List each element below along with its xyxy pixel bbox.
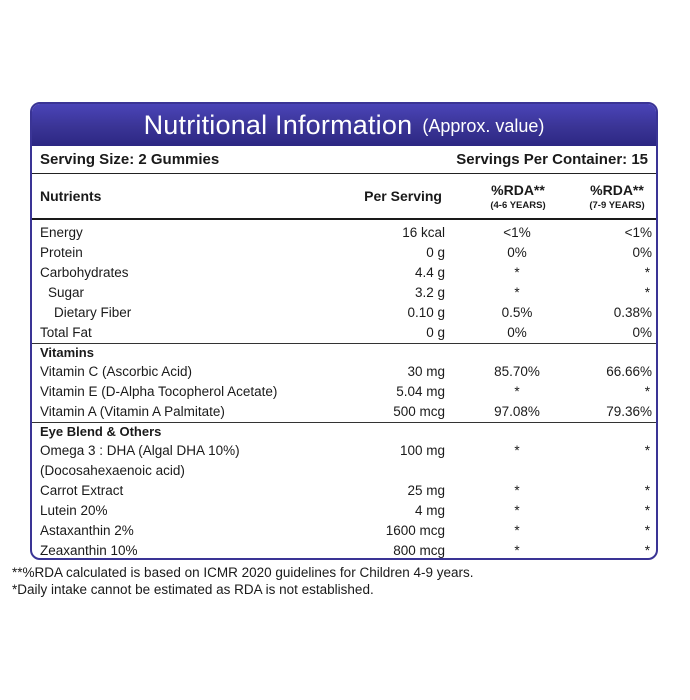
header-rda-7-9: %RDA** (7-9 YEARS) <box>589 181 645 211</box>
per-serving-value: 100 mg <box>399 443 445 458</box>
rda-4-6-value: * <box>514 503 520 518</box>
table-row <box>32 541 656 560</box>
rda-4-6-value: <1% <box>503 225 531 240</box>
table-row <box>32 323 656 343</box>
per-serving-value: 5.04 mg <box>396 384 445 399</box>
table-row <box>32 362 656 382</box>
rda-7-9-value: * <box>644 443 650 458</box>
nutrient-name: Carbohydrates <box>40 265 129 280</box>
per-serving-value: 0 g <box>426 325 445 340</box>
rda-7-9-value: * <box>644 503 650 518</box>
rda-4-6-value: * <box>514 483 520 498</box>
rda-7-9-value: 66.66% <box>606 364 652 379</box>
table-row <box>32 263 656 283</box>
rda-4-6-value: 0% <box>507 325 527 340</box>
rda-7-9-value: <1% <box>624 225 652 240</box>
nutrient-name: Protein <box>40 245 83 260</box>
nutrient-name: Sugar <box>48 285 85 300</box>
table-row <box>32 382 656 402</box>
rda-4-6-value: * <box>514 543 520 558</box>
table-row <box>32 223 656 243</box>
rda-4-6-value: * <box>514 285 520 300</box>
rda-7-9-value: * <box>644 265 650 280</box>
nutrient-name: Vitamin C (Ascorbic Acid) <box>40 364 193 379</box>
rda-4-6-value: * <box>514 265 520 280</box>
per-serving-value: 4 mg <box>414 503 445 518</box>
nutrient-name: Carrot Extract <box>40 483 124 498</box>
header-rda-4-6: %RDA** (4-6 YEARS) <box>490 181 546 211</box>
table-row <box>32 243 656 263</box>
per-serving-value: 4.4 g <box>414 265 445 280</box>
rda-4-6-value: 97.08% <box>494 404 540 419</box>
table-header <box>32 174 656 220</box>
section-title-vitamins: Vitamins <box>40 345 94 360</box>
per-serving-value: 0.10 g <box>407 305 445 320</box>
nutrient-name: Dietary Fiber <box>54 305 132 320</box>
table-row <box>32 402 656 422</box>
rda-7-9-value: 0% <box>632 245 652 260</box>
per-serving-value: 30 mg <box>407 364 445 379</box>
rda-4-6-value: * <box>514 523 520 538</box>
nutrient-name: Energy <box>40 225 83 240</box>
nutrition-panel <box>30 102 658 560</box>
panel-title: Nutritional Information <box>143 109 413 140</box>
nutrient-name: Astaxanthin 2% <box>40 523 134 538</box>
header-per-serving: Per Serving <box>364 188 442 204</box>
group-vitamins <box>32 344 656 423</box>
per-serving-value: 3.2 g <box>414 285 445 300</box>
serving-info-row <box>32 146 656 174</box>
rda-7-9-value: 79.36% <box>606 404 652 419</box>
rda-7-9-value: 0% <box>632 325 652 340</box>
rda-4-6-value: * <box>514 443 520 458</box>
table-row <box>32 441 656 481</box>
table-row <box>32 481 656 501</box>
rda-7-9-value: * <box>644 543 650 558</box>
rda-4-6-value: 85.70% <box>494 364 540 379</box>
panel-subtitle: (Approx. value) <box>422 115 545 136</box>
per-serving-value: 1600 mcg <box>385 523 445 538</box>
table-row <box>32 521 656 541</box>
rda-7-9-value: 0.38% <box>613 305 652 320</box>
rda-4-6-value: 0.5% <box>501 305 533 320</box>
nutrient-name: Total Fat <box>40 325 92 340</box>
serving-size: Serving Size: 2 Gummies <box>40 151 220 168</box>
table-row <box>32 303 656 323</box>
title-bar <box>32 104 656 146</box>
rda-4-6-value: * <box>514 384 520 399</box>
per-serving-value: 800 mcg <box>393 543 445 558</box>
footnote-daily-intake: *Daily intake cannot be estimated as RDA is not established. <box>12 582 374 597</box>
header-nutrients: Nutrients <box>40 188 102 204</box>
per-serving-value: 0 g <box>426 245 445 260</box>
per-serving-value: 25 mg <box>407 483 445 498</box>
footnotes <box>12 564 474 598</box>
per-serving-value: 500 mcg <box>393 404 445 419</box>
nutrient-name: Omega 3 : DHA (Algal DHA 10%) (Docosahexaenoic acid) <box>40 443 240 478</box>
rda-7-9-value: * <box>644 483 650 498</box>
section-title-eye-blend: Eye Blend & Others <box>40 424 162 439</box>
group-eye-blend <box>32 423 656 560</box>
table-row <box>32 283 656 303</box>
nutrient-name: Lutein 20% <box>40 503 108 518</box>
rda-7-9-value: * <box>644 285 650 300</box>
rda-7-9-value: * <box>644 523 650 538</box>
nutrient-name: Zeaxanthin 10% <box>40 543 138 558</box>
servings-per-container: Servings Per Container: 15 <box>456 151 648 168</box>
rda-7-9-value: * <box>644 384 650 399</box>
table-row <box>32 501 656 521</box>
per-serving-value: 16 kcal <box>402 225 445 240</box>
nutrient-name: Vitamin A (Vitamin A Palmitate) <box>40 404 225 419</box>
footnote-rda-basis: **%RDA calculated is based on ICMR 2020 guidelines for Children 4-9 years. <box>12 565 474 580</box>
rda-4-6-value: 0% <box>507 245 527 260</box>
group-basic-nutrients <box>32 220 656 344</box>
nutrient-name: Vitamin E (D-Alpha Tocopherol Acetate) <box>40 384 278 399</box>
